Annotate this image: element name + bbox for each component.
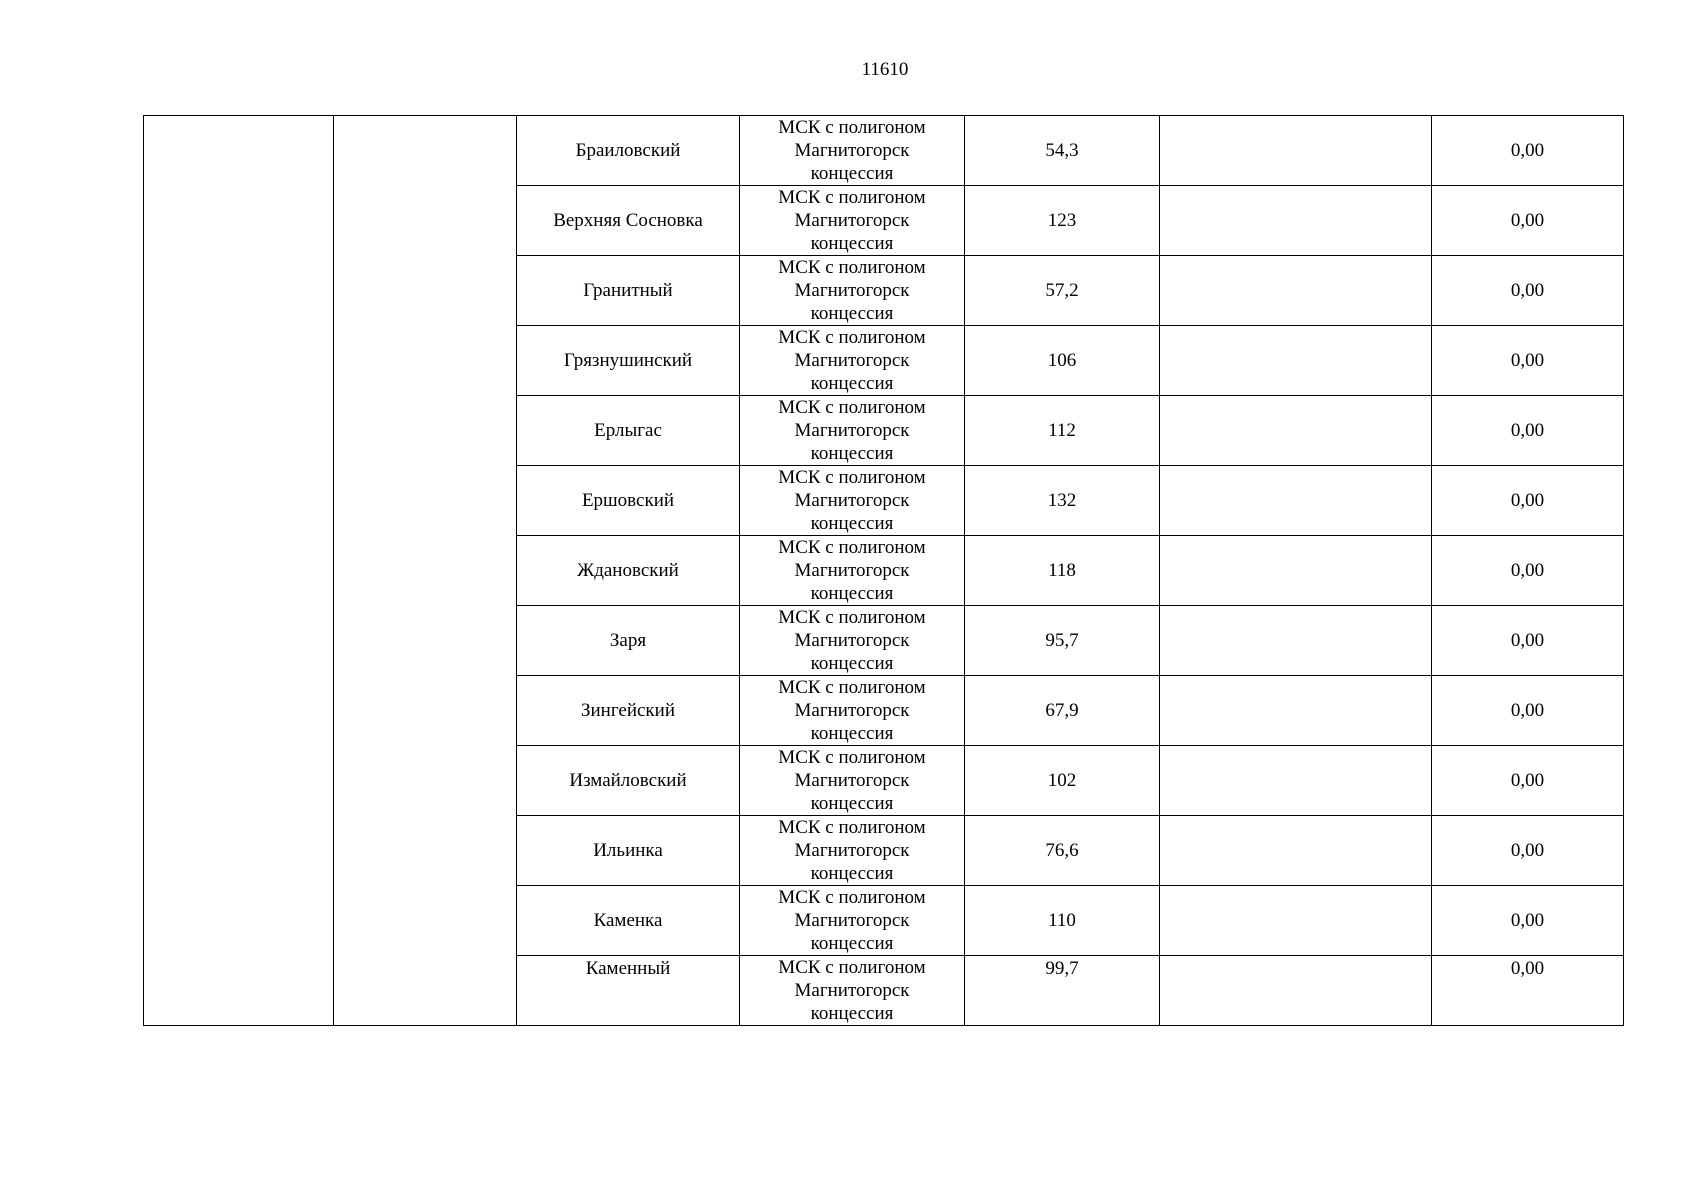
value-cell: 0,00 — [1432, 606, 1624, 676]
settlement-cell: Грязнушинский — [517, 326, 740, 396]
operator-line: концессия — [810, 443, 894, 464]
operator-line: МСК с полигоном — [778, 747, 926, 768]
operator-line: концессия — [810, 1003, 894, 1024]
page-number: 11610 — [861, 59, 909, 80]
note-cell — [1160, 466, 1432, 536]
operator-line: МСК с полигоном — [778, 467, 926, 488]
value-cell: 0,00 — [1432, 956, 1624, 1026]
distance-cell: 57,2 — [965, 256, 1160, 326]
operator-line: концессия — [810, 863, 894, 884]
value-cell: 0,00 — [1432, 326, 1624, 396]
operator-line: МСК с полигоном — [778, 817, 926, 838]
table-body — [144, 116, 1624, 1026]
settlement-cell: Ершовский — [517, 466, 740, 536]
note-cell — [1160, 256, 1432, 326]
distance-cell: 106 — [965, 326, 1160, 396]
note-cell — [1160, 956, 1432, 1026]
note-cell — [1160, 816, 1432, 886]
value-cell: 0,00 — [1432, 116, 1624, 186]
value-cell: 0,00 — [1432, 816, 1624, 886]
distance-cell: 54,3 — [965, 116, 1160, 186]
operator-cell — [740, 396, 965, 466]
operator-cell — [740, 816, 965, 886]
operator-cell — [740, 326, 965, 396]
distance-cell: 123 — [965, 186, 1160, 256]
operator-line: Магнитогорск — [794, 980, 910, 1001]
settlement-cell: Верхняя Сосновка — [517, 186, 740, 256]
operator-line: МСК с полигоном — [778, 117, 926, 138]
value-cell: 0,00 — [1432, 396, 1624, 466]
settlement-cell: Заря — [517, 606, 740, 676]
operator-line: Магнитогорск — [794, 770, 910, 791]
operator-line: концессия — [810, 513, 894, 534]
operator-line: МСК с полигоном — [778, 187, 926, 208]
note-cell — [1160, 396, 1432, 466]
settlement-cell: Каменный — [517, 956, 740, 1026]
operator-line: Магнитогорск — [794, 910, 910, 931]
value-cell: 0,00 — [1432, 746, 1624, 816]
note-cell — [1160, 676, 1432, 746]
distance-cell: 112 — [965, 396, 1160, 466]
table-row — [144, 116, 1624, 186]
note-cell — [1160, 116, 1432, 186]
operator-line: концессия — [810, 653, 894, 674]
operator-line: концессия — [810, 303, 894, 324]
operator-line: Магнитогорск — [794, 210, 910, 231]
value-cell: 0,00 — [1432, 256, 1624, 326]
settlement-cell: Гранитный — [517, 256, 740, 326]
settlement-cell: Браиловский — [517, 116, 740, 186]
distance-cell: 118 — [965, 536, 1160, 606]
operator-line: Магнитогорск — [794, 490, 910, 511]
value-cell: 0,00 — [1432, 466, 1624, 536]
settlement-cell: Ждановский — [517, 536, 740, 606]
settlement-cell: Ильинка — [517, 816, 740, 886]
settlement-cell: Зингейский — [517, 676, 740, 746]
merged-cell-col1 — [144, 116, 334, 1026]
operator-line: Магнитогорск — [794, 140, 910, 161]
note-cell — [1160, 746, 1432, 816]
operator-line: МСК с полигоном — [778, 397, 926, 418]
note-cell — [1160, 186, 1432, 256]
operator-line: Магнитогорск — [794, 700, 910, 721]
operator-line: МСК с полигоном — [778, 607, 926, 628]
distance-cell: 102 — [965, 746, 1160, 816]
distance-cell: 76,6 — [965, 816, 1160, 886]
settlement-cell: Каменка — [517, 886, 740, 956]
operator-cell — [740, 746, 965, 816]
settlement-cell: Измайловский — [517, 746, 740, 816]
note-cell — [1160, 536, 1432, 606]
operator-cell — [740, 956, 965, 1026]
operator-line: МСК с полигоном — [778, 887, 926, 908]
operator-line: Магнитогорск — [794, 630, 910, 651]
value-cell: 0,00 — [1432, 886, 1624, 956]
note-cell — [1160, 326, 1432, 396]
operator-line: концессия — [810, 233, 894, 254]
operator-cell — [740, 606, 965, 676]
operator-cell — [740, 886, 965, 956]
operator-line: Магнитогорск — [794, 280, 910, 301]
operator-line: Магнитогорск — [794, 350, 910, 371]
note-cell — [1160, 606, 1432, 676]
operator-line: МСК с полигоном — [778, 537, 926, 558]
distance-cell: 67,9 — [965, 676, 1160, 746]
note-cell — [1160, 886, 1432, 956]
distance-cell: 110 — [965, 886, 1160, 956]
distance-cell: 99,7 — [965, 956, 1160, 1026]
operator-line: МСК с полигоном — [778, 327, 926, 348]
operator-line: Магнитогорск — [794, 840, 910, 861]
operator-line: концессия — [810, 933, 894, 954]
value-cell: 0,00 — [1432, 676, 1624, 746]
operator-line: МСК с полигоном — [778, 257, 926, 278]
operator-cell — [740, 536, 965, 606]
operator-line: Магнитогорск — [794, 420, 910, 441]
operator-line: концессия — [810, 163, 894, 184]
operator-cell — [740, 676, 965, 746]
value-cell: 0,00 — [1432, 186, 1624, 256]
operator-line: концессия — [810, 583, 894, 604]
operator-line: Магнитогорск — [794, 560, 910, 581]
value-cell: 0,00 — [1432, 536, 1624, 606]
distance-cell: 132 — [965, 466, 1160, 536]
operator-line: МСК с полигоном — [778, 957, 926, 978]
operator-line: концессия — [810, 723, 894, 744]
operator-cell — [740, 256, 965, 326]
operator-line: концессия — [810, 793, 894, 814]
distance-cell: 95,7 — [965, 606, 1160, 676]
operator-cell — [740, 186, 965, 256]
operator-line: МСК с полигоном — [778, 677, 926, 698]
merged-cell-col2 — [334, 116, 517, 1026]
operator-cell — [740, 116, 965, 186]
operator-cell — [740, 466, 965, 536]
operator-line: концессия — [810, 373, 894, 394]
settlement-cell: Ерлыгас — [517, 396, 740, 466]
data-table — [143, 115, 1624, 1026]
